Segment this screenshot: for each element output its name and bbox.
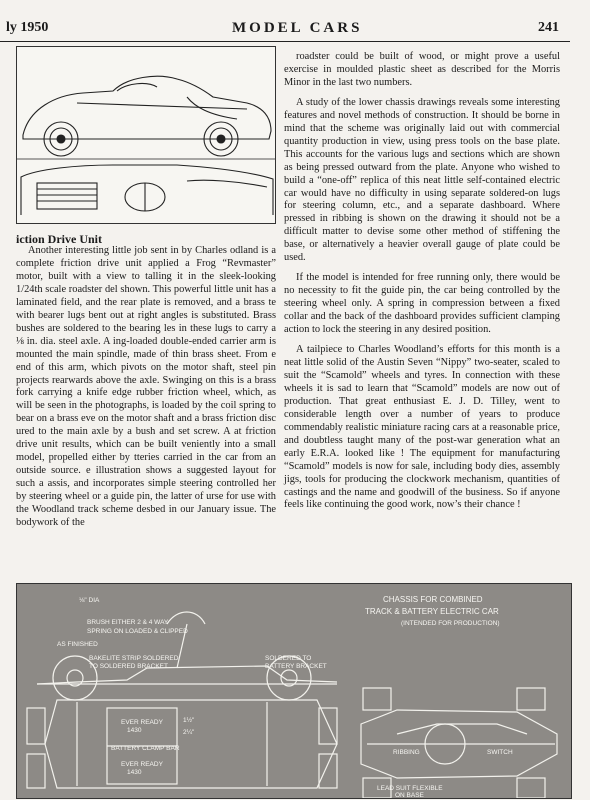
dimension-a: 1½" bbox=[183, 717, 195, 724]
bakelite-label-2: TO SOLDERED BRACKET bbox=[89, 663, 168, 670]
roadster-side-view bbox=[23, 76, 271, 156]
header-rule bbox=[0, 41, 570, 42]
roadster-illustration bbox=[16, 46, 276, 224]
section-heading: iction Drive Unit bbox=[16, 232, 102, 246]
soldered-label-1: SOLDERED TO bbox=[265, 655, 312, 662]
magazine-title: MODEL CARS bbox=[232, 20, 363, 36]
right-paragraph-3: If the model is intended for free running only, there would be no necessity to fit the guide pin, the car being controlled by the steering wheel only. A spring in compression between a fixed collar and the back of the dashboard provides sufficient clamping action to lock the steering in any desired position. bbox=[284, 272, 560, 336]
issue-date: ly 1950 bbox=[6, 20, 49, 35]
bottom-label-2: ON BASE bbox=[395, 792, 424, 798]
page-number: 241 bbox=[538, 20, 559, 35]
spring-label: SPRING ON LOADED & CLIPPED bbox=[87, 628, 188, 635]
dimension-b: 2¼" bbox=[183, 729, 195, 736]
chassis-drawing bbox=[16, 583, 572, 799]
brush-label: BRUSH EITHER 2 & 4 WAY bbox=[87, 619, 169, 626]
right-column bbox=[284, 51, 560, 512]
ever-ready-num-2: 1430 bbox=[127, 769, 142, 776]
ever-ready-num-1: 1430 bbox=[127, 727, 142, 734]
ever-ready-label-2: EVER READY bbox=[121, 761, 163, 768]
roadster-top-view bbox=[21, 165, 273, 215]
bakelite-label-1: BAKELITE STRIP SOLDERED bbox=[89, 655, 179, 662]
clamp-bar-label: BATTERY CLAMP BAR bbox=[111, 745, 180, 752]
soldered-label-2: BATTERY BRACKET bbox=[265, 663, 327, 670]
ribbing-label: RIBBING bbox=[393, 749, 420, 756]
drawing-title-2: TRACK & BATTERY ELECTRIC CAR bbox=[365, 607, 499, 616]
right-paragraph-4: A tailpiece to Charles Woodland’s efforts for this month is a neat little solid of the Austin Seven “Nippy” two-seater, scaled to suit the “Scamold” wheels and tyres. In connection with these wheels it is sad to learn that “Scamold” models are now out of production. That great enthusiast E. J. D. Tilley, went to considerable length over a number of years to produce commendably realistic miniature racing cars at a reasonable price, and doubtless taught many of the post-war generation what an early E.R.A. looked like ! The equipment for manufacturing “Scamold” models is now for sale, including body dies, assembly jigs, tools for producing the clockwork mechanism, quantities of castings and the name and goodwill of the business. So if anyone feels like continuing the good work, now’s their chance ! bbox=[284, 344, 560, 511]
left-paragraph: Another interesting little job sent in by Charles odland is a complete friction drive unit applied a Frog “Revmaster” motor, built with a view to talling it in the sleek-looking 1/24th scale roadster del shown. This powerful little unit has a laminated field, and the rear plate is removed, and a brass te with bearer lugs bent out at right angles is substituted. Brass bushes are soldered to the bearing les in these lugs to carry a ⅛ in. dia. steel axle. A ing-loaded double-ended carrier arm is mounted the main spindle, made of thin brass sheet. From e end of this arm, which pivots on the motor shaft, steel pin projects rearwards above the axle. Swinging on this is a brass fork carrying a knife edge rubber friction wheel, which, as will be seen in the photographs, is loaded by the coil spring to bear on a brass eve on the motor shaft and a brass friction disc ured to the main axle by a bush and set screw. A at friction drive unit results, which can be built veniently into a small model, propelled either by tteries carried in the car from an outside source. e illustration shows a suggested layout for such a assis, and incorporates simple steering controlled her by steering wheel or a guide pin, the latter of urse for use with the Woodland track scheme desbed in our January issue. The bodywork of the bbox=[16, 245, 276, 529]
right-paragraph-2: A study of the lower chassis drawings reveals some interesting features and novel methods of construction. It should be borne in mind that the scheme was originally laid out with commercial quantity production in view, using press tools on the base plate. This accounts for the various lugs and sections which are shown as being pressed outward from the plate. Anyone who wished to build a “one-off” replica of this neat little self-contained electric car would have no difficulty in using separate soldered-on lugs for steering column, etc., and a separate dashboard. Where pressed in ribbing is shown on the drawing it should not be a difficult matter to devise some other method of stiffening the base, or alternatively a heavier overall gauge of plate could be used. bbox=[284, 96, 560, 264]
bottom-label-1: LEAD SUIT FLEXIBLE bbox=[377, 785, 443, 792]
ever-ready-label-1: EVER READY bbox=[121, 719, 163, 726]
switch-label: SWITCH bbox=[487, 749, 513, 756]
roadster-drawing bbox=[17, 47, 275, 223]
chassis-blueprint bbox=[17, 584, 571, 798]
finished-label: AS FINISHED bbox=[57, 641, 98, 648]
right-paragraph-1: roadster could be built of wood, or might prove a useful exercise in moulded plastic sheet as described for the Morris Minor in the last two numbers. bbox=[284, 51, 560, 88]
drawing-title-1: CHASSIS FOR COMBINED bbox=[383, 595, 483, 604]
left-column bbox=[16, 245, 276, 530]
page-header bbox=[0, 20, 590, 42]
drawing-title-3: (INTENDED FOR PRODUCTION) bbox=[401, 620, 500, 627]
dia-label: ⅛" DIA bbox=[79, 597, 100, 604]
